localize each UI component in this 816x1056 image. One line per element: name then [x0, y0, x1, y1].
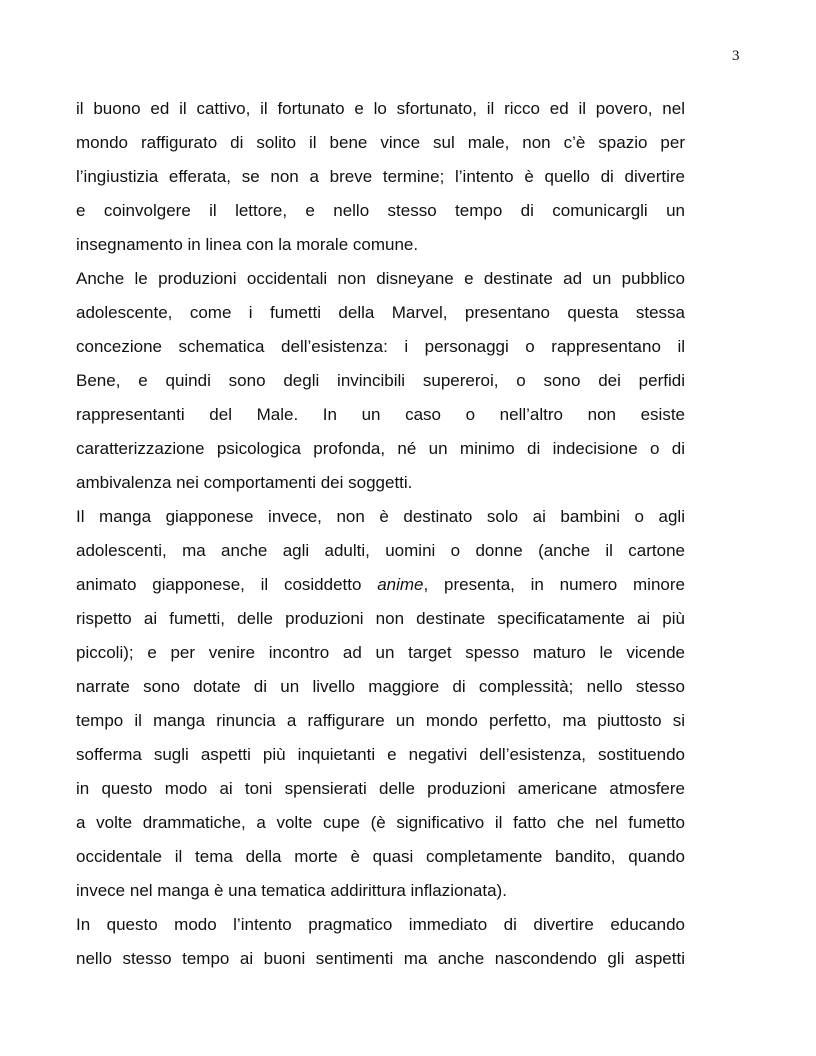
text-line: In questo modo l’intento pragmatico immediato di divertire educando — [76, 915, 685, 934]
text-line: in questo modo ai toni spensierati delle produzioni americane atmosfere — [76, 779, 685, 798]
text-line: caratterizzazione psicologica profonda, né un minimo di indecisione o di — [76, 439, 685, 458]
text-line: occidentale il tema della morte è quasi completamente bandito, quando — [76, 847, 685, 866]
page-number: 3 — [732, 48, 740, 64]
text-line-with-italic — [76, 568, 685, 602]
text-line: l’ingiustizia efferata, se non a breve termine; l’intento è quello di divertire — [76, 167, 685, 186]
text-line: adolescenti, ma anche agli adulti, uomini o donne (anche il cartone — [76, 541, 685, 560]
text-line: Anche le produzioni occidentali non disneyane e destinate ad un pubblico — [76, 269, 685, 288]
text-line: narrate sono dotate di un livello maggiore di complessità; nello stesso — [76, 677, 685, 696]
text-line: ambivalenza nei comportamenti dei soggetti. — [76, 473, 413, 492]
text-line: rappresentanti del Male. In un caso o nell’altro non esiste — [76, 405, 685, 424]
italic-term-anime: anime — [377, 575, 424, 594]
text-line: e coinvolgere il lettore, e nello stesso tempo di comunicargli un — [76, 201, 685, 220]
text-line: Il manga giapponese invece, non è destinato solo ai bambini o agli — [76, 507, 685, 526]
text-line: a volte drammatiche, a volte cupe (è significativo il fatto che nel fumetto — [76, 813, 685, 832]
text-line: nello stesso tempo ai buoni sentimenti ma anche nascondendo gli aspetti — [76, 949, 685, 968]
text-line: concezione schematica dell’esistenza: i personaggi o rappresentano il — [76, 337, 685, 356]
text-line: invece nel manga è una tematica addirittura inflazionata). — [76, 881, 507, 900]
text-line: mondo raffigurato di solito il bene vince sul male, non c’è spazio per — [76, 133, 685, 152]
text-line: piccoli); e per venire incontro ad un target spesso maturo le vicende — [76, 643, 685, 662]
text-line: rispetto ai fumetti, delle produzioni non destinate specificatamente ai più — [76, 609, 685, 628]
text-line: insegnamento in linea con la morale comune. — [76, 235, 419, 254]
text-line: il buono ed il cattivo, il fortunato e lo sfortunato, il ricco ed il povero, nel — [76, 99, 685, 118]
text-segment: animato giapponese, il cosiddetto — [76, 575, 378, 594]
text-line: sofferma sugli aspetti più inquietanti e negativi dell’esistenza, sostituendo — [76, 745, 685, 764]
body-text — [76, 92, 685, 976]
text-line: adolescente, come i fumetti della Marvel, presentano questa stessa — [76, 303, 685, 322]
text-segment: , presenta, in numero minore — [423, 575, 685, 594]
text-line: tempo il manga rinuncia a raffigurare un mondo perfetto, ma piuttosto si — [76, 711, 685, 730]
text-line: Bene, e quindi sono degli invincibili supereroi, o sono dei perfidi — [76, 371, 685, 390]
